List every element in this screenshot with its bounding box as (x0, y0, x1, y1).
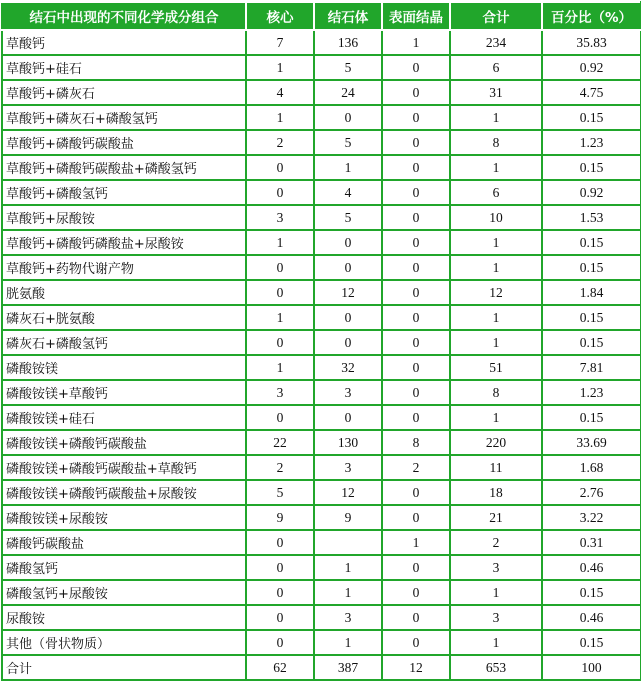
percentage-cell: 0.15 (542, 405, 641, 430)
table-row (2, 455, 641, 480)
core-cell: 0 (246, 255, 314, 280)
core-cell: 5 (246, 480, 314, 505)
total-cell: 11 (450, 455, 542, 480)
surface-crystal-cell: 0 (382, 155, 450, 180)
total-cell: 8 (450, 130, 542, 155)
percentage-cell: 100 (542, 655, 641, 680)
surface-crystal-cell: 0 (382, 605, 450, 630)
percentage-cell: 1.84 (542, 280, 641, 305)
total-cell: 1 (450, 255, 542, 280)
header-percentage: 百分比（%） (542, 2, 641, 30)
table-row (2, 205, 641, 230)
core-cell: 9 (246, 505, 314, 530)
header-stone-body: 结石体 (314, 2, 382, 30)
composition-cell: 磷酸铵镁+磷酸钙碳酸盐+草酸钙 (2, 455, 246, 480)
composition-cell: 磷灰石+磷酸氢钙 (2, 330, 246, 355)
table-row (2, 430, 641, 455)
header-surface-crystal: 表面结晶 (382, 2, 450, 30)
surface-crystal-cell: 0 (382, 480, 450, 505)
surface-crystal-cell: 0 (382, 305, 450, 330)
surface-crystal-cell: 0 (382, 205, 450, 230)
surface-crystal-cell: 0 (382, 330, 450, 355)
percentage-cell: 0.15 (542, 580, 641, 605)
surface-crystal-cell: 0 (382, 580, 450, 605)
composition-cell: 合计 (2, 655, 246, 680)
table-row (2, 505, 641, 530)
surface-crystal-cell: 0 (382, 105, 450, 130)
stone-body-cell: 0 (314, 105, 382, 130)
stone-composition-table (1, 1, 641, 681)
header-total: 合计 (450, 2, 542, 30)
composition-cell: 磷酸钙碳酸盐 (2, 530, 246, 555)
stone-body-cell: 12 (314, 480, 382, 505)
table-row (2, 480, 641, 505)
surface-crystal-cell: 0 (382, 280, 450, 305)
percentage-cell: 0.15 (542, 305, 641, 330)
total-cell: 1 (450, 630, 542, 655)
core-cell: 22 (246, 430, 314, 455)
composition-cell: 磷酸铵镁+磷酸钙碳酸盐+尿酸铵 (2, 480, 246, 505)
surface-crystal-cell: 0 (382, 230, 450, 255)
percentage-cell: 0.15 (542, 255, 641, 280)
composition-cell: 草酸钙+磷酸钙磷酸盐+尿酸铵 (2, 230, 246, 255)
total-cell: 21 (450, 505, 542, 530)
percentage-cell: 1.23 (542, 380, 641, 405)
composition-cell: 草酸钙+磷酸钙碳酸盐 (2, 130, 246, 155)
core-cell: 0 (246, 155, 314, 180)
stone-body-cell: 387 (314, 655, 382, 680)
table-row (2, 355, 641, 380)
stone-body-cell: 4 (314, 180, 382, 205)
core-cell: 3 (246, 205, 314, 230)
table-row (2, 405, 641, 430)
surface-crystal-cell: 0 (382, 130, 450, 155)
composition-cell: 草酸钙+药物代谢产物 (2, 255, 246, 280)
composition-cell: 磷酸铵镁 (2, 355, 246, 380)
stone-body-cell: 9 (314, 505, 382, 530)
core-cell: 1 (246, 105, 314, 130)
percentage-cell: 0.15 (542, 330, 641, 355)
composition-cell: 草酸钙+磷灰石+磷酸氢钙 (2, 105, 246, 130)
table-row (2, 380, 641, 405)
stone-body-cell: 0 (314, 230, 382, 255)
table-row (2, 330, 641, 355)
table-row (2, 255, 641, 280)
percentage-cell: 0.46 (542, 605, 641, 630)
composition-cell: 磷酸氢钙+尿酸铵 (2, 580, 246, 605)
composition-cell: 草酸钙+磷灰石 (2, 80, 246, 105)
percentage-cell: 35.83 (542, 30, 641, 55)
total-cell: 51 (450, 355, 542, 380)
percentage-cell: 0.15 (542, 105, 641, 130)
stone-body-cell: 24 (314, 80, 382, 105)
core-cell: 2 (246, 455, 314, 480)
total-cell: 31 (450, 80, 542, 105)
stone-body-cell: 0 (314, 255, 382, 280)
stone-body-cell: 0 (314, 330, 382, 355)
core-cell: 0 (246, 630, 314, 655)
composition-cell: 磷灰石+胱氨酸 (2, 305, 246, 330)
stone-body-cell: 3 (314, 605, 382, 630)
percentage-cell: 1.68 (542, 455, 641, 480)
stone-body-cell: 130 (314, 430, 382, 455)
composition-cell: 尿酸铵 (2, 605, 246, 630)
stone-body-cell: 3 (314, 380, 382, 405)
percentage-cell: 1.53 (542, 205, 641, 230)
surface-crystal-cell: 0 (382, 55, 450, 80)
percentage-cell: 0.46 (542, 555, 641, 580)
core-cell: 4 (246, 80, 314, 105)
core-cell: 3 (246, 380, 314, 405)
composition-cell: 草酸钙+尿酸铵 (2, 205, 246, 230)
total-cell: 220 (450, 430, 542, 455)
table-row (2, 155, 641, 180)
core-cell: 0 (246, 580, 314, 605)
composition-cell: 磷酸氢钙 (2, 555, 246, 580)
core-cell: 1 (246, 230, 314, 255)
core-cell: 0 (246, 330, 314, 355)
total-cell: 3 (450, 555, 542, 580)
total-cell: 6 (450, 180, 542, 205)
core-cell: 1 (246, 355, 314, 380)
table-row (2, 180, 641, 205)
composition-cell: 磷酸铵镁+磷酸钙碳酸盐 (2, 430, 246, 455)
core-cell: 2 (246, 130, 314, 155)
surface-crystal-cell: 0 (382, 180, 450, 205)
stone-body-cell: 136 (314, 30, 382, 55)
stone-body-cell: 1 (314, 155, 382, 180)
stone-body-cell: 5 (314, 205, 382, 230)
surface-crystal-cell: 8 (382, 430, 450, 455)
table-row (2, 280, 641, 305)
surface-crystal-cell: 1 (382, 30, 450, 55)
percentage-cell: 0.92 (542, 55, 641, 80)
table-total-row (2, 655, 641, 680)
stone-body-cell: 1 (314, 555, 382, 580)
stone-body-cell: 0 (314, 405, 382, 430)
core-cell: 0 (246, 180, 314, 205)
header-composition: 结石中出现的不同化学成分组合 (2, 2, 246, 30)
table-row (2, 630, 641, 655)
total-cell: 234 (450, 30, 542, 55)
table-row (2, 105, 641, 130)
surface-crystal-cell: 2 (382, 455, 450, 480)
stone-body-cell: 5 (314, 55, 382, 80)
composition-cell: 其他（骨状物质） (2, 630, 246, 655)
percentage-cell: 0.15 (542, 155, 641, 180)
table-row (2, 605, 641, 630)
stone-body-cell: 3 (314, 455, 382, 480)
composition-cell: 胱氨酸 (2, 280, 246, 305)
core-cell: 0 (246, 555, 314, 580)
percentage-cell: 0.92 (542, 180, 641, 205)
percentage-cell: 7.81 (542, 355, 641, 380)
table-row (2, 230, 641, 255)
percentage-cell: 33.69 (542, 430, 641, 455)
surface-crystal-cell: 0 (382, 505, 450, 530)
core-cell: 1 (246, 305, 314, 330)
surface-crystal-cell: 0 (382, 355, 450, 380)
composition-cell: 草酸钙+磷酸氢钙 (2, 180, 246, 205)
stone-body-cell: 32 (314, 355, 382, 380)
table-row (2, 30, 641, 55)
total-cell: 1 (450, 580, 542, 605)
table-row (2, 305, 641, 330)
total-cell: 2 (450, 530, 542, 555)
composition-cell: 草酸钙 (2, 30, 246, 55)
composition-cell: 草酸钙+硅石 (2, 55, 246, 80)
stone-body-cell: 12 (314, 280, 382, 305)
surface-crystal-cell: 0 (382, 630, 450, 655)
composition-cell: 磷酸铵镁+草酸钙 (2, 380, 246, 405)
total-cell: 1 (450, 405, 542, 430)
header-core: 核心 (246, 2, 314, 30)
composition-cell: 磷酸铵镁+尿酸铵 (2, 505, 246, 530)
total-cell: 1 (450, 230, 542, 255)
surface-crystal-cell: 0 (382, 405, 450, 430)
total-cell: 6 (450, 55, 542, 80)
core-cell: 62 (246, 655, 314, 680)
surface-crystal-cell: 1 (382, 530, 450, 555)
total-cell: 12 (450, 280, 542, 305)
total-cell: 1 (450, 155, 542, 180)
total-cell: 8 (450, 380, 542, 405)
surface-crystal-cell: 0 (382, 255, 450, 280)
table-row (2, 555, 641, 580)
surface-crystal-cell: 0 (382, 80, 450, 105)
percentage-cell: 3.22 (542, 505, 641, 530)
surface-crystal-cell: 0 (382, 380, 450, 405)
core-cell: 0 (246, 605, 314, 630)
percentage-cell: 2.76 (542, 480, 641, 505)
core-cell: 0 (246, 280, 314, 305)
stone-body-cell: 1 (314, 630, 382, 655)
total-cell: 1 (450, 330, 542, 355)
composition-cell: 草酸钙+磷酸钙碳酸盐+磷酸氢钙 (2, 155, 246, 180)
total-cell: 653 (450, 655, 542, 680)
table-row (2, 580, 641, 605)
total-cell: 1 (450, 305, 542, 330)
stone-body-cell: 5 (314, 130, 382, 155)
total-cell: 10 (450, 205, 542, 230)
stone-body-cell: 0 (314, 305, 382, 330)
stone-body-cell: 1 (314, 580, 382, 605)
total-cell: 1 (450, 105, 542, 130)
surface-crystal-cell: 12 (382, 655, 450, 680)
table-header-row (2, 2, 641, 30)
table-row (2, 80, 641, 105)
core-cell: 7 (246, 30, 314, 55)
percentage-cell: 0.15 (542, 630, 641, 655)
core-cell: 0 (246, 530, 314, 555)
core-cell: 1 (246, 55, 314, 80)
total-cell: 18 (450, 480, 542, 505)
table-row (2, 130, 641, 155)
surface-crystal-cell: 0 (382, 555, 450, 580)
table-row (2, 55, 641, 80)
stone-body-cell (314, 530, 382, 555)
percentage-cell: 4.75 (542, 80, 641, 105)
table-row (2, 530, 641, 555)
percentage-cell: 0.31 (542, 530, 641, 555)
composition-cell: 磷酸铵镁+硅石 (2, 405, 246, 430)
total-cell: 3 (450, 605, 542, 630)
core-cell: 0 (246, 405, 314, 430)
percentage-cell: 1.23 (542, 130, 641, 155)
percentage-cell: 0.15 (542, 230, 641, 255)
